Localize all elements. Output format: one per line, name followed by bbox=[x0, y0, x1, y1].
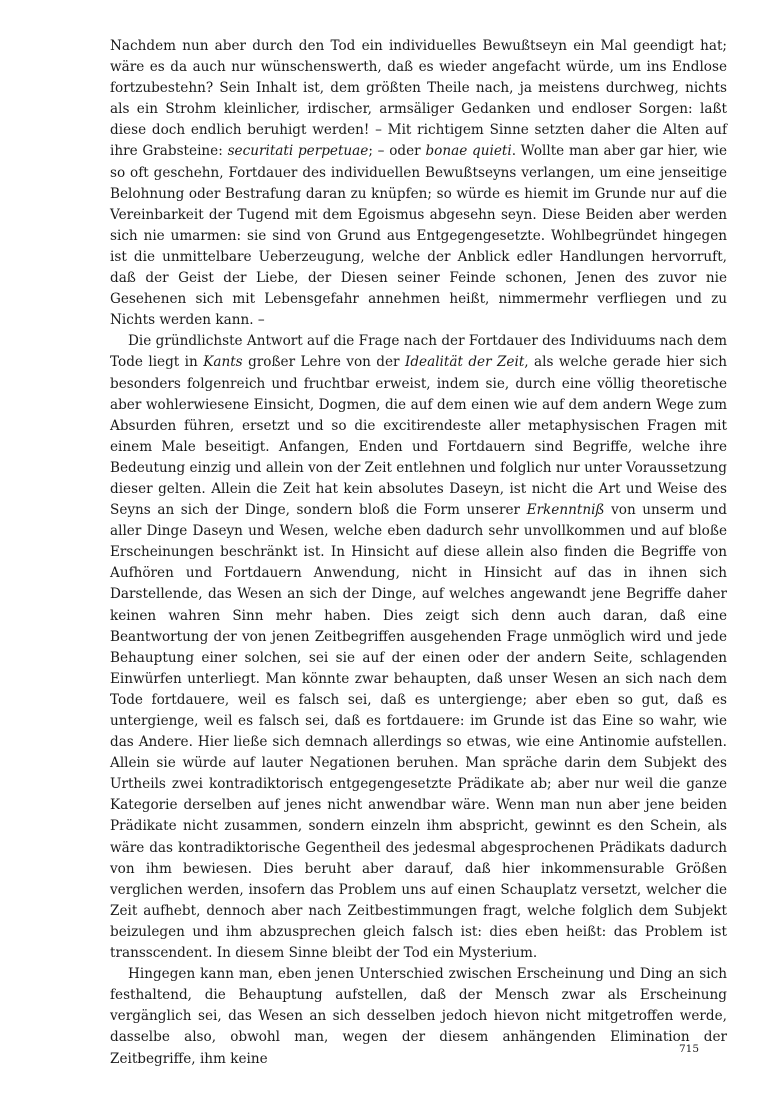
italic-text-segment: securitati perpetuae bbox=[227, 143, 369, 160]
page-body bbox=[110, 36, 727, 1070]
paragraph-1 bbox=[110, 36, 727, 331]
text-segment: Nachdem nun aber durch den Tod ein individuelles Bewußtseyn ein Mal geendigt hat; wäre es da auch nur wünschenswerth, daß es wieder angefacht würde, um ins Endlose fortzubestehn? Sein Inhalt ist, dem größten Theile nach, ja meistens durchweg, nichts als ein Strohm kleinlicher, irdischer, armsäliger Gedanken und endloser Sorgen: laßt diese doch endlich beruhigt werden! – Mit richtigem Sinne setzten daher die Alten auf ihre Grabsteine: bbox=[110, 38, 727, 160]
text-segment: . Wollte man aber gar hier, wie so oft geschehn, Fortdauer des individuellen Bewußtseyns verlangen, um eine jenseitige Belohnung oder Bestrafung daran zu knüpfen; so würde es hiemit im Grunde nur auf die Vereinbarkeit der Tugend mit dem Egoismus abgesehn seyn. Diese Beiden aber werden sich nie umarmen: sie sind von Grund aus Entgegengesetzte. Wohlbegründet hingegen ist die unmittelbare Ueberzeugung, welche der Anblick edler Handlungen hervorruft, daß der Geist der Liebe, der Diesen seiner Feinde schonen, Jenen des zuvor nie Gesehenen sich mit Lebensgefahr annehmen heißt, nimmermehr verfliegen und zu Nichts werden kann. – bbox=[110, 143, 727, 329]
italic-text-segment: Kants bbox=[203, 354, 243, 371]
italic-text-segment: bonae quieti bbox=[425, 143, 512, 160]
paragraph-2 bbox=[110, 331, 727, 964]
text-segment: Die gründlichste Antwort auf die Frage nach der Fortdauer des Individuums nach dem Tode liegt in bbox=[110, 333, 727, 371]
text-segment: Hingegen kann man, eben jenen Unterschied zwischen Erscheinung und Ding an sich festhaltend, die Behauptung aufstellen, daß der Mensch zwar als Erscheinung vergänglich sei, das Wesen an sich desselben jedoch hievon nicht mitgetroffen werde, dasselbe also, obwohl man, wegen der diesem anhängenden Elimination der Zeitbegriffe, ihm keine bbox=[110, 966, 727, 1067]
text-segment: großer Lehre von der bbox=[242, 354, 405, 371]
text-segment: ; – oder bbox=[368, 143, 426, 160]
page-number: 715 bbox=[679, 1043, 700, 1055]
italic-text-segment: Erkenntniß bbox=[526, 502, 605, 519]
text-segment: von unserm und aller Dinge Daseyn und Wesen, welche eben dadurch sehr unvollkommen und auf bloße Erscheinungen beschränkt ist. In Hinsicht auf diese allein also finden die Begriffe von Aufhören und Fortdauern Anwendung, nicht in Hinsicht auf das in ihnen sich Darstellende, das Wesen an sich der Dinge, auf welches angewandt jene Begriffe daher keinen wahren Sinn mehr haben. Dies zeigt sich denn auch daran, daß eine Beantwortung der von jenen Zeitbegriffen ausgehenden Frage unmöglich wird und jede Behauptung einer solchen, sei sie auf der einen oder der andern Seite, schlagenden Einwürfen unterliegt. Man könnte zwar behaupten, daß unser Wesen an sich nach dem Tode fortdauere, weil es falsch sei, daß es untergienge; aber eben so gut, daß es untergienge, weil es falsch sei, daß es fortdauere: im Grunde ist das Eine so wahr, wie das Andere. Hier ließe sich demnach allerdings so etwas, wie eine Antinomie aufstellen. Allein sie würde auf lauter Negationen beruhen. Man spräche darin dem Subjekt des Urtheils zwei kontradiktorisch entgegengesetzte Prädikate ab; aber nur weil die ganze Kategorie derselben auf jenes nicht anwendbar wäre. Wenn man nun aber jene beiden Prädikate nicht zusammen, sondern einzeln ihm abspricht, gewinnt es den Schein, als wäre das kontradiktorische Gegentheil des jedesmal abgesprochenen Prädikats dadurch von ihm bewiesen. Dies beruht aber darauf, daß hier inkommensurable Größen verglichen werden, insofern das Problem uns auf einen Schauplatz versetzt, welcher die Zeit aufhebt, dennoch aber nach Zeitbestimmungen fragt, welche folglich dem Subjekt beizulegen und ihm abzusprechen gleich falsch ist: dies eben heißt: das Problem ist transscendent. In diesem Sinne bleibt der Tod ein Mysterium. bbox=[110, 502, 728, 962]
paragraph-3 bbox=[110, 964, 727, 1069]
text-segment: , als welche gerade hier sich besonders folgenreich und fruchtbar erweist, indem sie, durch eine völlig theoretische aber wohlerwiesene Einsicht, Dogmen, die auf dem einen wie auf dem andern Wege zum Absurden führen, ersetzt und so die excitirendeste aller metaphysischen Fragen mit einem Male beseitigt. Anfangen, Enden und Fortdauern sind Begriffe, welche ihre Bedeutung einzig und allein von der Zeit entlehnen und folglich nur unter Voraussetzung dieser gelten. Allein die Zeit hat kein absolutes Daseyn, ist nicht die Art und Weise des Seyns an sich der Dinge, sondern bloß die Form unserer bbox=[110, 354, 727, 519]
italic-text-segment: Idealität der Zeit bbox=[404, 354, 525, 371]
